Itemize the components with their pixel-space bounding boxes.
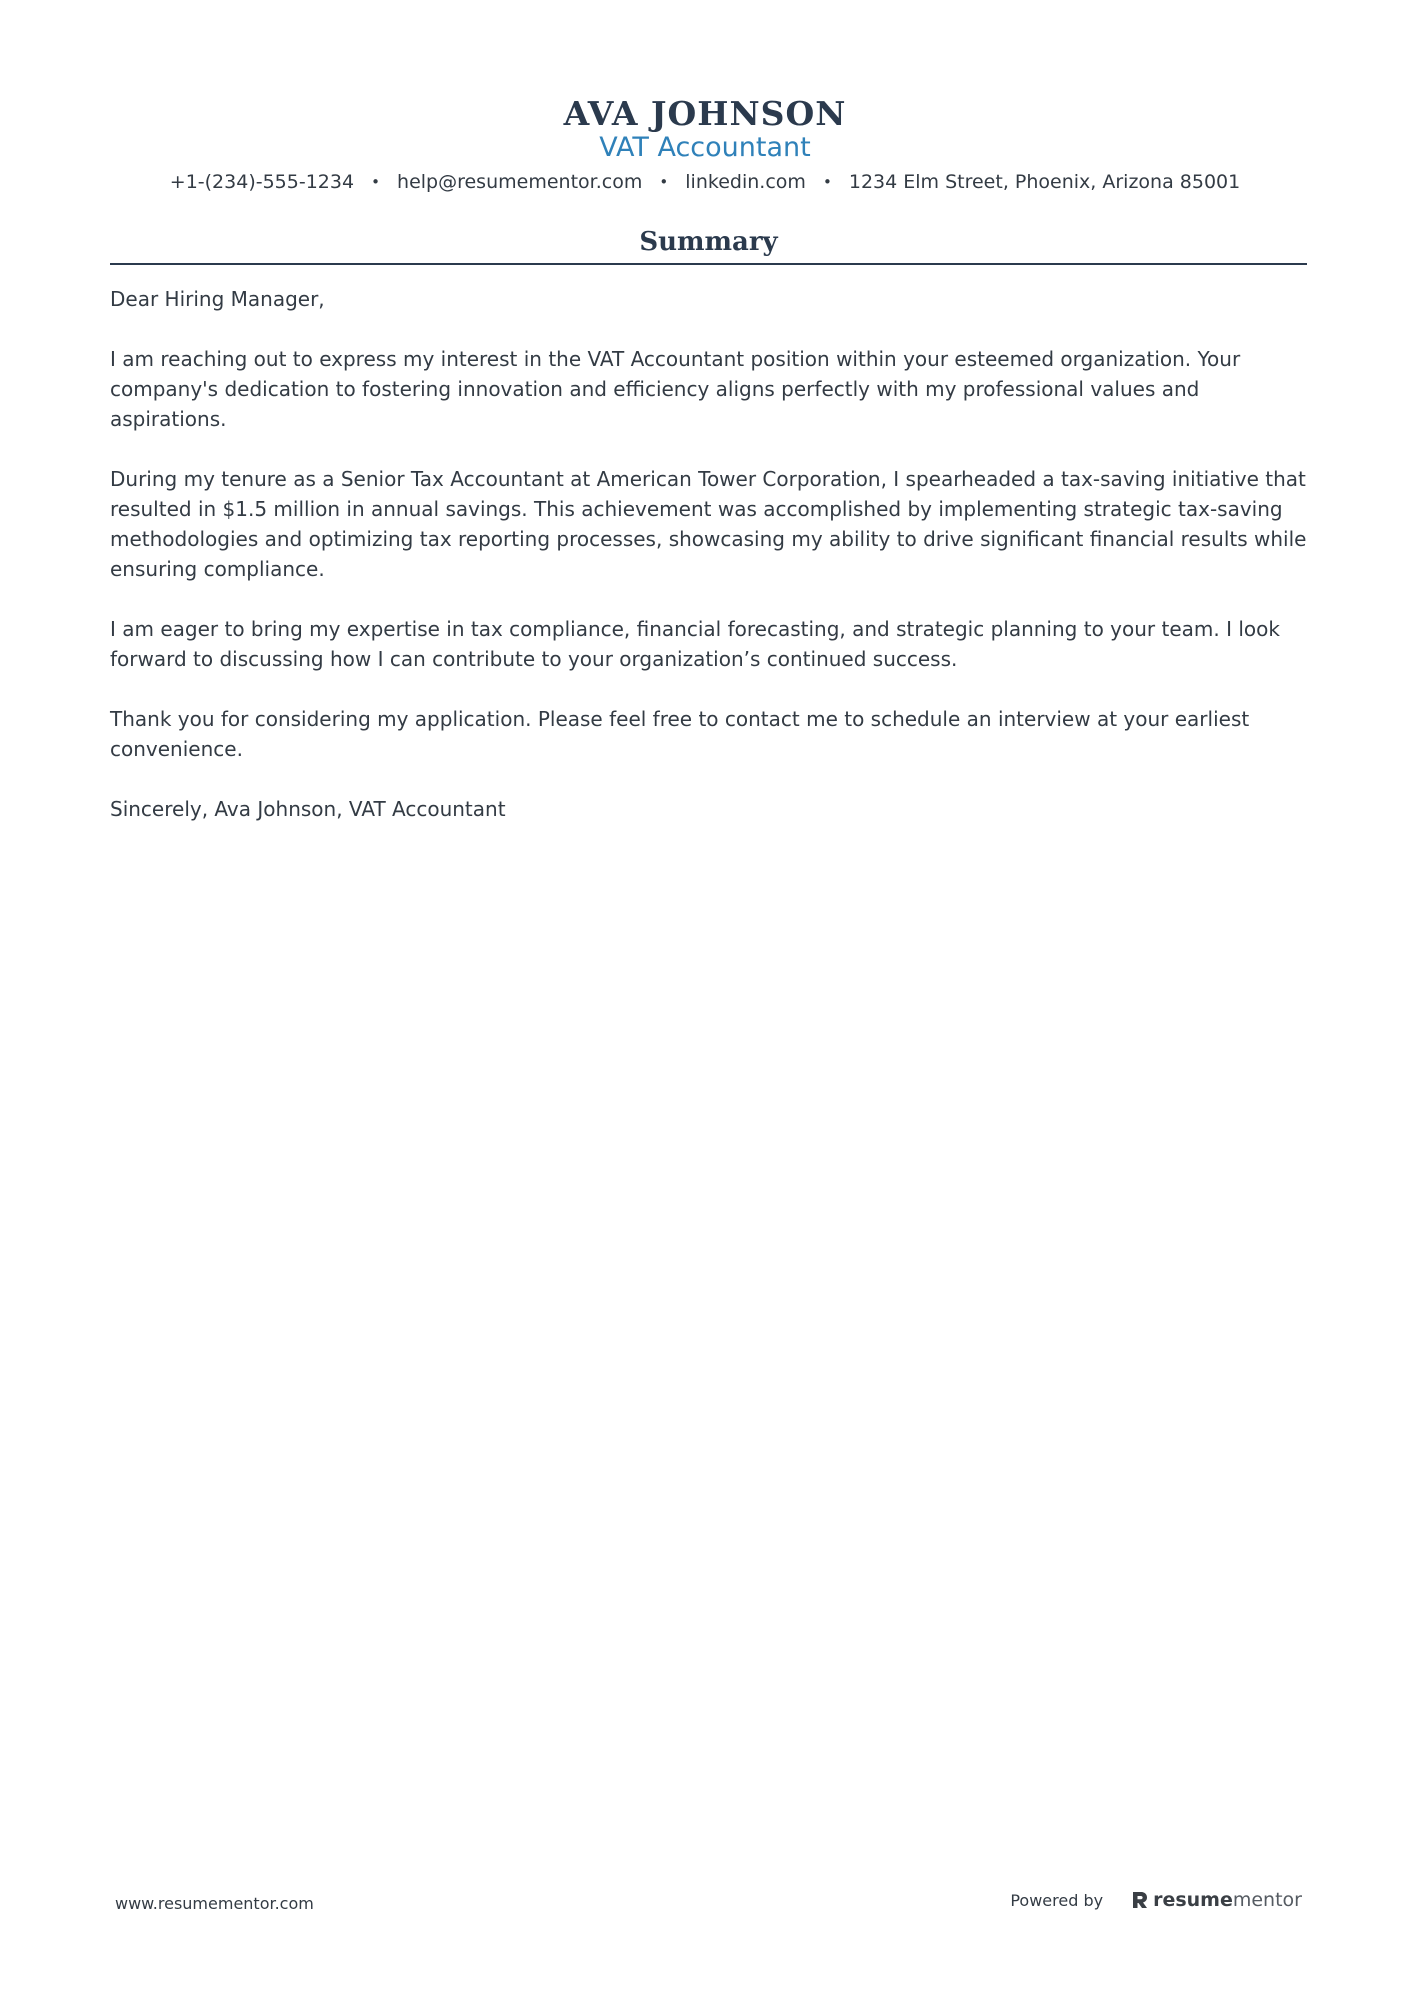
brand-text-bold: resume bbox=[1153, 1889, 1233, 1911]
letter-paragraph: During my tenure as a Senior Tax Accountant at American Tower Corporation, I spearheaded a tax-saving initiative that resulted in $1.5 million in annual savings. This achievement was accomplished by implementing strategic tax-saving methodologies and optimizing tax reporting processes, showcasing my ability to drive significant financial results while ensuring compliance. bbox=[110, 467, 1307, 581]
candidate-name: AVA JOHNSON bbox=[563, 94, 847, 133]
brand-logo[interactable] bbox=[1131, 1889, 1302, 1911]
letter-closing: Sincerely, Ava Johnson, VAT Accountant bbox=[110, 797, 506, 821]
letter-salutation: Dear Hiring Manager, bbox=[110, 287, 325, 311]
letter-body bbox=[110, 284, 1307, 854]
brand-text-regular: mentor bbox=[1232, 1889, 1302, 1911]
contact-separator: • bbox=[371, 173, 380, 192]
contact-line bbox=[0, 171, 1410, 194]
powered-by-label: Powered by bbox=[1010, 1890, 1104, 1910]
contact-phone: +1-(234)-555-1234 bbox=[169, 171, 355, 194]
header bbox=[0, 96, 1410, 194]
contact-address: 1234 Elm Street, Phoenix, Arizona 85001 bbox=[848, 171, 1241, 194]
letter-paragraph: I am reaching out to express my interest in the VAT Accountant position within your esteemed organization. Your company's dedication to fostering innovation and efficiency aligns perfectly with my professional values and aspirations. bbox=[110, 347, 1241, 431]
job-title: VAT Accountant bbox=[599, 132, 811, 164]
letter-paragraph: Thank you for considering my application. Please feel free to contact me to schedule an interview at your earliest convenience. bbox=[110, 707, 1250, 761]
contact-separator: • bbox=[822, 173, 832, 192]
footer-branding bbox=[1010, 1889, 1302, 1911]
contact-separator: • bbox=[659, 173, 669, 192]
resumementor-logo-icon bbox=[1131, 1890, 1149, 1910]
section-title-summary: Summary bbox=[110, 227, 1307, 265]
letter-paragraph: I am eager to bring my expertise in tax compliance, financial forecasting, and strategic planning to your team. I look forward to discussing how I can contribute to your organization’s continued success. bbox=[110, 617, 1280, 671]
contact-linkedin[interactable]: linkedin.com bbox=[685, 171, 806, 194]
footer-website[interactable]: www.resumementor.com bbox=[115, 1894, 314, 1913]
contact-email[interactable]: help@resumementor.com bbox=[397, 171, 643, 194]
